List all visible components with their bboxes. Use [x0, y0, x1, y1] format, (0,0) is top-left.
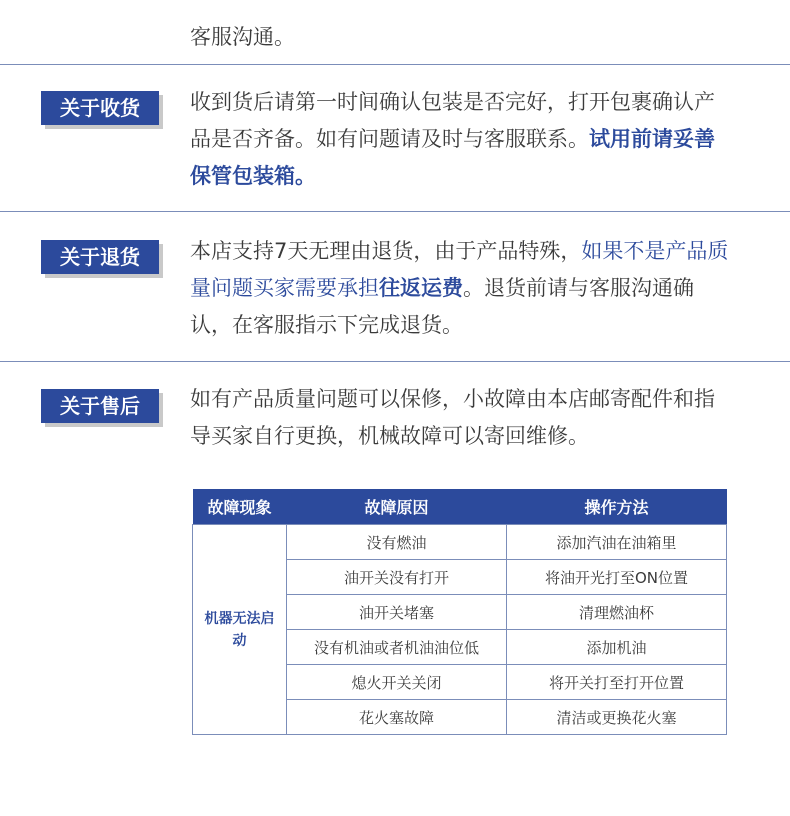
method-cell: 将油开光打至ON位置 — [507, 560, 727, 595]
receiving-tag: 关于收货 — [41, 91, 159, 125]
previous-section-text — [190, 0, 750, 55]
cause-cell: 花火塞故障 — [287, 700, 507, 735]
returns-text — [190, 233, 735, 344]
receiving-text-plain: 收到货后请第一时间确认包装是否完好，打开包裹确认产品是否齐备。如有问题请及时与客服联系。 — [190, 90, 715, 151]
receiving-text — [190, 84, 735, 195]
cause-cell: 油开关堵塞 — [287, 595, 507, 630]
after-sales-tag: 关于售后 — [41, 389, 159, 423]
returns-tag: 关于退货 — [41, 240, 159, 274]
returns-text-highlight-bold: 往返运费 — [379, 276, 463, 300]
table-header-row — [193, 489, 727, 525]
phenomenon-cell — [193, 525, 287, 735]
table-row — [193, 525, 727, 560]
header-phenomenon: 故障现象 — [193, 489, 287, 525]
method-cell: 将开关打至打开位置 — [507, 665, 727, 700]
clipped-line — [190, 0, 750, 19]
header-method: 操作方法 — [507, 489, 727, 525]
method-cell: 添加汽油在油箱里 — [507, 525, 727, 560]
cause-cell: 油开关没有打开 — [287, 560, 507, 595]
header-cause: 故障原因 — [287, 489, 507, 525]
cause-cell: 熄火开关关闭 — [287, 665, 507, 700]
method-cell: 添加机油 — [507, 630, 727, 665]
phenomenon-text: 机器无法启动 — [204, 610, 275, 649]
after-sales-text: 如有产品质量问题可以保修，小故障由本店邮寄配件和指导买家自行更换，机械故障可以寄回维修。 — [190, 387, 715, 448]
receiving-text-highlight: 试用前请妥善保管包装箱。 — [190, 127, 715, 188]
method-cell: 清理燃油杯 — [507, 595, 727, 630]
cause-cell: 没有机油或者机油油位低 — [287, 630, 507, 665]
returns-text-plain-2: 。退货前请与客服沟通确认，在客服指示下完成退货。 — [190, 276, 694, 337]
returns-text-highlight: 如果不是产品质量问题买家需要承担 — [190, 239, 729, 300]
returns-text-plain-1: 本店支持7天无理由退货，由于产品特殊， — [190, 239, 582, 263]
section-divider — [0, 211, 790, 212]
section-divider — [0, 361, 790, 362]
previous-section-tail: 客服沟通。 — [190, 25, 295, 49]
cause-cell: 没有燃油 — [287, 525, 507, 560]
method-cell: 清洁或更换花火塞 — [507, 700, 727, 735]
fault-table — [192, 489, 727, 735]
section-divider — [0, 64, 790, 65]
